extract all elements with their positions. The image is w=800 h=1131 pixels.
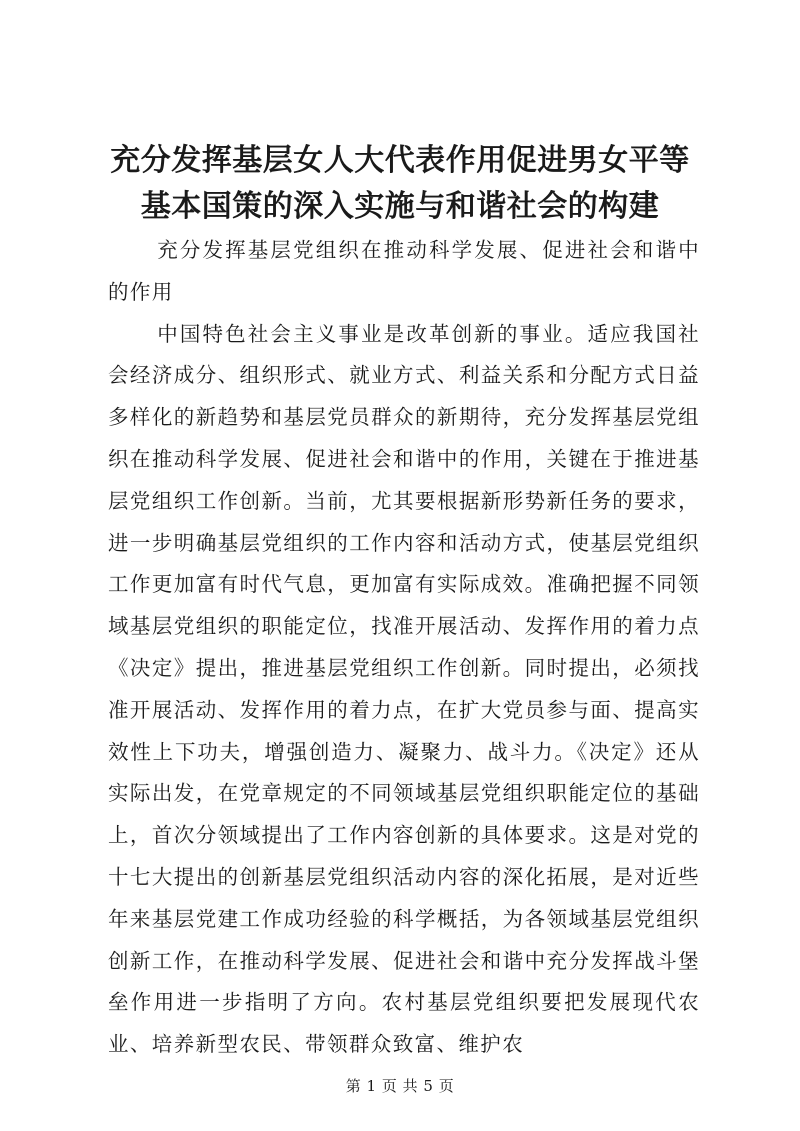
body-paragraph: 中国特色社会主义事业是改革创新的事业。适应我国社会经济成分、组织形式、就业方式、利益关系和分配方式日益多样化的新趋势和基层党员群众的新期待，充分发挥基层党组织在推动科学发展、促进社会和谐中的作用，关键在于推进基层党组织工作创新。当前，尤其要根据新形势新任务的要求，进一步明确基层党组织的工作内容和活动方式，使基层党组织工作更加富有时代气息，更加富有实际成效。准确把握不同领域基层党组织的职能定位，找准开展活动、发挥作用的着力点《决定》提出，推进基层党组织工作创新。同时提出，必须找准开展活动、发挥作用的着力点，在扩大党员参与面、提高实效性上下功夫，增强创造力、凝聚力、战斗力。《决定》还从实际出发，在党章规定的不同领域基层党组织职能定位的基础上，首次分领域提出了工作内容创新的具体要求。这是对党的十七大提出的创新基层党组织活动内容的深化拓展，是对近些年来基层党建工作成功经验的科学概括，为各领域基层党组织创新工作，在推动科学发展、促进社会和谐中充分发挥战斗堡垒作用进一步指明了方向。农村基层党组织要把发展现代农业、培养新型农民、带领群众致富、维护农 <box>108 321 700 1057</box>
subtitle-paragraph: 充分发挥基层党组织在推动科学发展、促进社会和谐中的作用 <box>108 238 700 304</box>
page-footer: 第 1 页 共 5 页 <box>345 1077 455 1095</box>
document-title: 充分发挥基层女人大代表作用促进男女平等基本国策的深入实施与和谐社会的构建 <box>110 143 690 224</box>
document-body <box>108 230 700 1066</box>
